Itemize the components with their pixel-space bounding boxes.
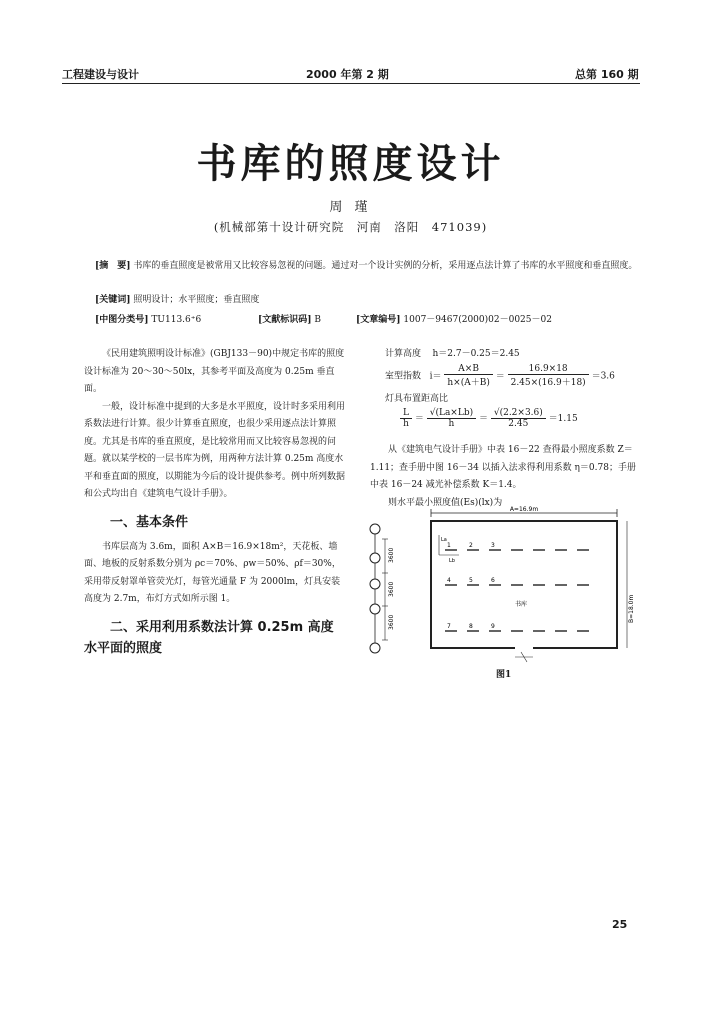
fraction xyxy=(444,364,492,388)
room-label: 书库 xyxy=(515,601,528,608)
lamp-number: 3 xyxy=(491,542,495,549)
fraction xyxy=(400,408,412,429)
row-dimension: 3600 xyxy=(388,581,395,597)
numerator: 16.9×18 xyxy=(508,364,589,375)
lb-label: Lb xyxy=(449,558,455,564)
room-index-label: 室型指数 xyxy=(385,371,422,382)
fraction xyxy=(427,408,476,429)
right-dimension-label: B=18.0m xyxy=(628,594,635,623)
spacing-ratio-result: ＝1.15 xyxy=(548,414,578,424)
paragraph: 一般，设计标准中提到的大多是水平照度，设计时多采用利用系数法进行计算。很少计算垂直照度，也很少采用逐点法计算照度。尤其是书库的垂直照度，是比较常用而又比较容易忽视的问题。就以某学校的一层书库为例，用两种方法计算 0.25m 高度水平和垂直面的照度，以期能为今后的设计提供参考。例中所列数据和公式均出自《建筑电气设计手册》。 xyxy=(84,401,346,499)
paragraph: 从《建筑电气设计手册》中表 16－22 查得最小照度系数 Z＝1.11；查手册中图 16－34 以插入法求得利用系数 η＝0.78；手册中表 16－24 减光补偿系数 K＝1.4。 xyxy=(370,445,636,490)
lamp-layout-figure xyxy=(365,505,645,665)
author: 周 瑾 xyxy=(329,200,372,215)
lamp-number: 1 xyxy=(447,542,451,549)
clc-number xyxy=(95,312,201,325)
denominator: h xyxy=(448,419,455,429)
denominator: h×(A＋B) xyxy=(447,378,490,388)
numerator: √(2.2×3.6) xyxy=(491,408,546,419)
right-column-text xyxy=(370,442,642,512)
left-column xyxy=(84,346,346,659)
spacing-ratio-label: 灯具布置距高比 xyxy=(385,394,449,404)
numerator: √(La×Lb) xyxy=(427,408,476,419)
room-index: 室型指数 i＝ $\frac{A\times B}{h\times(A+B)}$ ＝ $\frac{16.9\times 18}{2.45\times(16.9+18)}$ ＝3.6 xyxy=(385,364,615,388)
top-dimension-label: A=16.9m xyxy=(509,506,539,513)
figure-caption: 图1 xyxy=(496,670,512,680)
section-heading: 一、基本条件 xyxy=(110,514,189,530)
doccode-label: [文献标识码] xyxy=(258,315,312,325)
calc-height-value: h＝2.7－0.25＝2.45 xyxy=(432,349,520,359)
denominator: 2.45 xyxy=(508,419,529,429)
article-title: 书库的照度设计 xyxy=(196,140,505,187)
calc-height xyxy=(385,346,520,359)
article-number xyxy=(356,312,552,325)
lamp-number: 9 xyxy=(491,623,495,630)
paragraph: 则水平最小照度值(Es)(lx)为 xyxy=(388,497,503,508)
keywords-label: [关键词] xyxy=(95,295,131,305)
keywords-text: 照明设计；水平照度；垂直照度 xyxy=(133,295,260,305)
clc-label: [中图分类号] xyxy=(95,315,149,325)
lamp-number: 2 xyxy=(469,542,473,549)
denominator: h xyxy=(403,419,409,429)
doccode-value: B xyxy=(314,315,322,325)
issue-number: 2000 年第 2 期 xyxy=(306,68,389,81)
fraction xyxy=(491,408,546,429)
la-label: La xyxy=(441,537,447,543)
fraction xyxy=(508,364,589,388)
clc-value: TU113.6⁺6 xyxy=(151,315,202,325)
page-number: 25 xyxy=(612,918,628,931)
article-label: [文章编号] xyxy=(356,315,401,325)
document-code xyxy=(258,312,321,325)
header-rule xyxy=(62,83,640,84)
journal-name: 工程建设与设计 xyxy=(62,68,139,81)
row-dimension: 3600 xyxy=(388,614,395,630)
lamp-number: 4 xyxy=(447,577,451,584)
affiliation: (机械部第十设计研究院 河南 洛阳 471039) xyxy=(213,220,488,234)
total-issue: 总第 160 期 xyxy=(575,68,639,81)
spacing-ratio: $\frac{L}{h}$ ＝ $\frac{√(La\times Lb)}{h}$ ＝ $\frac{√(2.2\times 3.6)}{2.45}$ ＝1.15 xyxy=(400,408,578,429)
section-heading: 二、采用利用系数法计算 0.25m 高度水平面的照度 xyxy=(84,619,334,656)
lamp-number: 7 xyxy=(447,623,451,630)
abstract xyxy=(95,258,640,275)
numerator: A×B xyxy=(444,364,492,375)
calc-height-label: 计算高度 xyxy=(385,349,422,359)
lamp-number: 6 xyxy=(491,577,495,584)
lamp-number: 8 xyxy=(469,623,473,630)
abstract-text: 书库的垂直照度是被常用又比较容易忽视的问题。通过对一个设计实例的分析，采用逐点法计算了书库的水平照度和垂直照度。 xyxy=(133,261,638,271)
row-dimension: 3600 xyxy=(388,547,395,563)
abstract-label: [摘 要] xyxy=(95,261,131,271)
denominator: 2.45×(16.9＋18) xyxy=(510,378,586,388)
paragraph: 书库层高为 3.6m，面积 A×B＝16.9×18m²，天花板、墙面、地板的反射系数分别为 ρc＝70%、ρw＝50%、ρf＝30%，采用带反射罩单管荧光灯，每管光通量 F 为 2000lm，灯具安装高度为 2.7m，布灯方式如所示图 1。 xyxy=(84,541,341,604)
room-index-symbol: i＝ xyxy=(429,371,442,382)
lamp-number: 5 xyxy=(469,577,473,584)
paragraph: 《民用建筑照明设计标准》(GBJ133－90)中规定书库的照度设计标准为 20～30～50lx，其参考平面及高度为 0.25m 垂直面。 xyxy=(84,349,345,394)
article-value: 1007－9467(2000)02－0025－02 xyxy=(403,315,552,325)
room-index-result: ＝3.6 xyxy=(591,371,615,382)
numerator: L xyxy=(400,408,412,419)
keywords xyxy=(95,292,640,309)
